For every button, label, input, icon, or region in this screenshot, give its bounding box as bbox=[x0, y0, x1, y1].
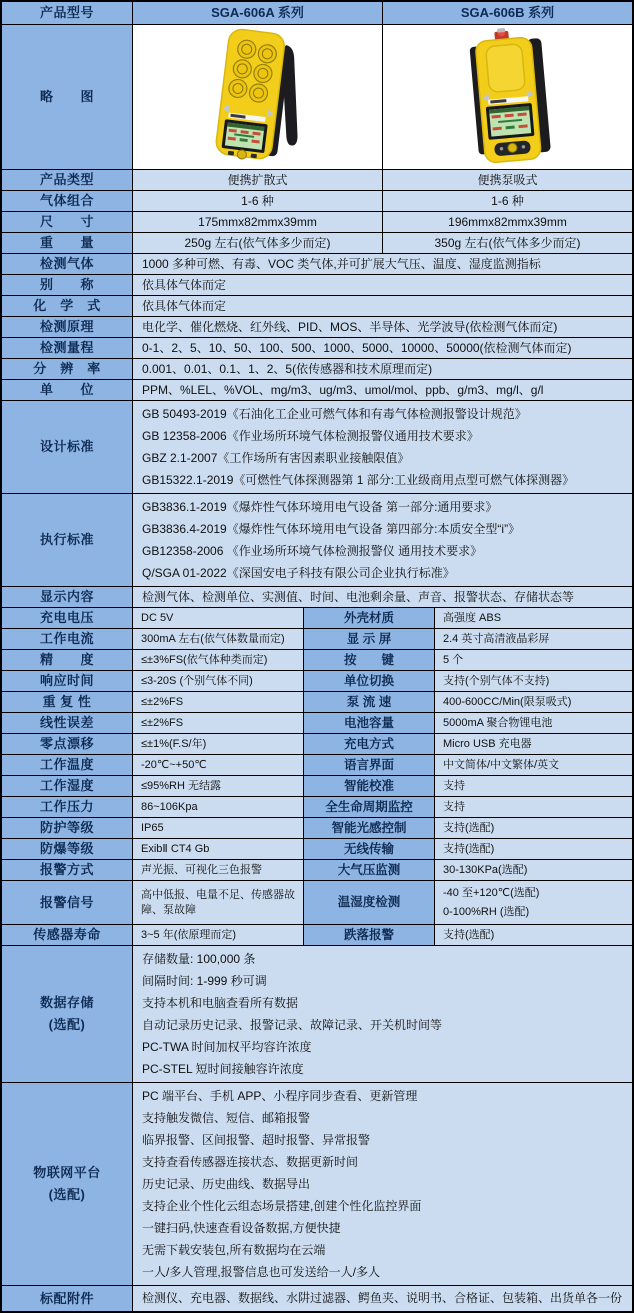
label-weight: 重 量 bbox=[2, 233, 133, 253]
row-protection-rating bbox=[2, 818, 632, 839]
iot-platform-line: 临界报警、区间报警、超时报警、异常报警 bbox=[142, 1133, 371, 1147]
label-response-time: 响应时间 bbox=[2, 671, 133, 691]
label-unit-switch: 单位切换 bbox=[304, 671, 435, 691]
value-temp-humidity-detection bbox=[435, 881, 632, 924]
label-language: 语言界面 bbox=[304, 755, 435, 775]
design-standard-line: GBZ 2.1-2007《工作场所有害因素职业接触限值》 bbox=[142, 451, 410, 465]
iot-platform-line: 支持企业个性化云组态场景搭建,创建个性化监控界面 bbox=[142, 1199, 422, 1213]
value-iot-platform bbox=[133, 1083, 632, 1285]
value-alias: 依具体气体而定 bbox=[142, 277, 227, 292]
value-data-storage bbox=[133, 946, 632, 1082]
row-product-type bbox=[2, 170, 632, 191]
iot-platform-line: 一人/多人管理,报警信息也可发送给一人/多人 bbox=[142, 1265, 381, 1279]
value-pressure-monitor: 30-130KPa(选配) bbox=[443, 863, 528, 876]
row-design-standard bbox=[2, 401, 632, 494]
row-dimensions bbox=[2, 212, 632, 233]
row-accuracy bbox=[2, 650, 632, 671]
row-weight bbox=[2, 233, 632, 254]
iot-platform-line: 历史记录、历史曲线、数据导出 bbox=[142, 1177, 311, 1191]
temp-humidity-line: -40 至+120℃(选配) bbox=[443, 886, 540, 899]
value-design-standard bbox=[133, 401, 632, 493]
row-data-storage bbox=[2, 946, 632, 1083]
value-display-screen: 2.4 英寸高清液晶彩屏 bbox=[443, 632, 550, 645]
label-pump-flow: 泵 流 速 bbox=[304, 692, 435, 712]
data-storage-label-line: (选配) bbox=[48, 1017, 86, 1032]
value-chemical-formula: 依具体气体而定 bbox=[142, 298, 227, 313]
label-temp-humidity-detection: 温湿度检测 bbox=[304, 881, 435, 924]
value-product-type-a: 便携扩散式 bbox=[133, 170, 383, 190]
value-sensor-life: 3~5 年(依原理而定) bbox=[133, 925, 304, 945]
value-drop-alarm: 支持(选配) bbox=[443, 928, 495, 941]
label-detection-range: 检测量程 bbox=[2, 338, 133, 358]
label-light-sense-control: 智能光感控制 bbox=[304, 818, 435, 838]
label-sensor-life: 传感器寿命 bbox=[2, 925, 133, 945]
label-shell-material: 外壳材质 bbox=[304, 608, 435, 628]
exec-standard-line: GB12358-2006 《作业场所环境气体检测报警仪 通用技术要求》 bbox=[142, 544, 483, 558]
value-unit: PPM、%LEL、%VOL、mg/m3、ug/m3、umol/mol、ppb、g/m3、mg/l、g/l bbox=[142, 382, 544, 397]
value-battery-capacity: 5000mA 聚合物锂电池 bbox=[443, 716, 553, 729]
design-standard-line: GB 12358-2006《作业场所环境气体检测报警仪通用技术要求》 bbox=[142, 429, 479, 443]
label-smart-calibration: 智能校准 bbox=[304, 776, 435, 796]
value-buttons: 5 个 bbox=[443, 653, 464, 666]
row-alarm-mode bbox=[2, 860, 632, 881]
data-storage-line: 自动记录历史记录、报警记录、故障记录、开关机时间等 bbox=[142, 1018, 443, 1032]
label-chemical-formula: 化 学 式 bbox=[2, 296, 133, 316]
row-charge-voltage bbox=[2, 608, 632, 629]
value-weight-b: 350g 左右(依气体多少而定) bbox=[434, 235, 581, 250]
value-detection-range: 0-1、2、5、10、50、100、500、1000、5000、10000、50000(依检测气体而定) bbox=[142, 340, 572, 355]
device-b-image bbox=[424, 28, 592, 166]
value-unit-switch: 支持(个别气体不支持) bbox=[443, 674, 550, 687]
header-model-label: 产品型号 bbox=[2, 2, 133, 24]
iot-platform-line: PC 端平台、手机 APP、小程序同步查看、更新管理 bbox=[142, 1089, 418, 1103]
device-a-image bbox=[174, 28, 342, 166]
label-gas-combination: 气体组合 bbox=[2, 191, 133, 211]
data-storage-line: PC-STEL 短时间接触容许浓度 bbox=[142, 1062, 304, 1076]
value-wireless-transmission: 支持(选配) bbox=[443, 842, 495, 855]
label-working-temperature: 工作温度 bbox=[2, 755, 133, 775]
value-light-sense-control: 支持(选配) bbox=[443, 821, 495, 834]
row-accessories bbox=[2, 1286, 632, 1311]
value-working-temperature: -20℃~+50℃ bbox=[133, 755, 304, 775]
label-buttons: 按 键 bbox=[304, 650, 435, 670]
value-accessories: 检测仪、充电器、数据线、水阱过滤器、鳄鱼夹、说明书、合格证、包装箱、出货单各一份 bbox=[142, 1291, 623, 1306]
label-lifecycle-monitoring: 全生命周期监控 bbox=[304, 797, 435, 817]
data-storage-line: 间隔时间: 1-999 秒可调 bbox=[142, 974, 267, 988]
row-iot-platform bbox=[2, 1083, 632, 1286]
label-dimensions: 尺 寸 bbox=[2, 212, 133, 232]
row-detection-principle bbox=[2, 317, 632, 338]
row-resolution bbox=[2, 359, 632, 380]
label-accessories: 标配附件 bbox=[2, 1286, 133, 1311]
temp-humidity-line: 0-100%RH (选配) bbox=[443, 905, 530, 918]
value-gas-combination-b: 1-6 种 bbox=[491, 193, 524, 208]
label-alarm-mode: 报警方式 bbox=[2, 860, 133, 880]
iot-platform-line: 支持查看传感器连接状态、数据更新时间 bbox=[142, 1155, 359, 1169]
header-series-b: SGA-606B 系列 bbox=[383, 2, 632, 24]
row-alarm-signal bbox=[2, 881, 632, 925]
label-data-storage bbox=[2, 946, 133, 1082]
label-display-screen: 显 示 屏 bbox=[304, 629, 435, 649]
value-protection-rating: IP65 bbox=[133, 818, 304, 838]
value-smart-calibration: 支持 bbox=[443, 779, 465, 792]
row-explosion-proof-rating bbox=[2, 839, 632, 860]
label-explosion-proof-rating: 防爆等级 bbox=[2, 839, 133, 859]
value-pump-flow: 400-600CC/Min(限泵吸式) bbox=[443, 695, 572, 708]
label-linearity-error: 线性误差 bbox=[2, 713, 133, 733]
iot-platform-line: 一键扫码,快速查看设备数据,方便快捷 bbox=[142, 1221, 341, 1235]
row-sensor-life bbox=[2, 925, 632, 946]
label-wireless-transmission: 无线传输 bbox=[304, 839, 435, 859]
value-resolution: 0.001、0.01、0.1、1、2、5(依传感器和技术原理而定) bbox=[142, 361, 433, 376]
row-gas-combination bbox=[2, 191, 632, 212]
value-accuracy: ≤±3%FS(依气体种类而定) bbox=[133, 650, 304, 670]
label-design-standard: 设计标准 bbox=[2, 401, 133, 493]
row-working-pressure bbox=[2, 797, 632, 818]
design-standard-line: GB 50493-2019《石油化工企业可燃气体和有毒气体检测报警设计规范》 bbox=[142, 407, 527, 421]
row-detection-range bbox=[2, 338, 632, 359]
row-detected-gas bbox=[2, 254, 632, 275]
value-alarm-mode: 声光振、可视化三色报警 bbox=[133, 860, 304, 880]
value-detected-gas: 1000 多种可燃、有毒、VOC 类气体,并可扩展大气压、温度、湿度监测指标 bbox=[142, 256, 541, 271]
value-shell-material: 高强度 ABS bbox=[443, 611, 502, 624]
iot-platform-line: 无需下载安装包,所有数据均在云端 bbox=[142, 1243, 326, 1257]
row-response-time bbox=[2, 671, 632, 692]
value-language: 中文简体/中文繁体/英文 bbox=[443, 758, 560, 771]
label-zero-drift: 零点漂移 bbox=[2, 734, 133, 754]
row-zero-drift bbox=[2, 734, 632, 755]
device-a-cell bbox=[133, 25, 383, 169]
label-alias: 别 称 bbox=[2, 275, 133, 295]
header-row bbox=[2, 2, 632, 25]
label-exec-standard: 执行标准 bbox=[2, 494, 133, 586]
label-alarm-signal: 报警信号 bbox=[2, 881, 133, 924]
label-charge-voltage: 充电电压 bbox=[2, 608, 133, 628]
value-dimensions-b: 196mmx82mmx39mm bbox=[448, 214, 567, 229]
row-working-temperature bbox=[2, 755, 632, 776]
value-weight-a: 250g 左右(依气体多少而定) bbox=[133, 233, 383, 253]
value-charging-method: Micro USB 充电器 bbox=[443, 737, 532, 750]
data-storage-label-line: 数据存储 bbox=[39, 995, 94, 1010]
data-storage-line: 支持本机和电脑查看所有数据 bbox=[142, 996, 299, 1010]
sketch-label: 略 图 bbox=[2, 25, 133, 169]
iot-platform-label-line: (选配) bbox=[48, 1187, 86, 1202]
value-gas-combination-a: 1-6 种 bbox=[133, 191, 383, 211]
value-zero-drift: ≤±1%(F.S/年) bbox=[133, 734, 304, 754]
label-detected-gas: 检测气体 bbox=[2, 254, 133, 274]
row-chemical-formula bbox=[2, 296, 632, 317]
value-dimensions-a: 175mmx82mmx39mm bbox=[133, 212, 383, 232]
value-detection-principle: 电化学、催化燃烧、红外线、PID、MOS、半导体、光学波导(依检测气体而定) bbox=[142, 319, 558, 334]
label-charging-method: 充电方式 bbox=[304, 734, 435, 754]
value-display-content: 检测气体、检测单位、实测值、时间、电池剩余量、声音、报警状态、存储状态等 bbox=[142, 589, 575, 604]
label-battery-capacity: 电池容量 bbox=[304, 713, 435, 733]
label-drop-alarm: 跌落报警 bbox=[304, 925, 435, 945]
device-b-cell bbox=[383, 25, 632, 169]
exec-standard-line: GB3836.1-2019《爆炸性气体环境用电气设备 第一部分:通用要求》 bbox=[142, 500, 498, 514]
iot-platform-line: 支持触发微信、短信、邮箱报警 bbox=[142, 1111, 311, 1125]
label-accuracy: 精 度 bbox=[2, 650, 133, 670]
row-exec-standard bbox=[2, 494, 632, 587]
row-alias bbox=[2, 275, 632, 296]
row-working-humidity bbox=[2, 776, 632, 797]
exec-standard-line: GB3836.4-2019《爆炸性气体环境用电气设备 第四部分:本质安全型“i”》 bbox=[142, 522, 521, 536]
label-resolution: 分 辨 率 bbox=[2, 359, 133, 379]
row-linearity-error bbox=[2, 713, 632, 734]
label-working-current: 工作电流 bbox=[2, 629, 133, 649]
label-protection-rating: 防护等级 bbox=[2, 818, 133, 838]
value-product-type-b: 便携泵吸式 bbox=[477, 172, 538, 187]
value-explosion-proof-rating: ExibⅡ CT4 Gb bbox=[133, 839, 304, 859]
label-repeatability: 重 复 性 bbox=[2, 692, 133, 712]
label-working-pressure: 工作压力 bbox=[2, 797, 133, 817]
sketch-row bbox=[2, 25, 632, 170]
value-lifecycle-monitoring: 支持 bbox=[443, 800, 465, 813]
label-product-type: 产品类型 bbox=[2, 170, 133, 190]
data-storage-line: PC-TWA 时间加权平均容许浓度 bbox=[142, 1040, 312, 1054]
label-display-content: 显示内容 bbox=[2, 587, 133, 607]
label-pressure-monitor: 大气压监测 bbox=[304, 860, 435, 880]
value-alarm-signal: 高中低报、电量不足、传感器故障、泵故障 bbox=[133, 881, 304, 924]
row-repeatability bbox=[2, 692, 632, 713]
row-working-current bbox=[2, 629, 632, 650]
exec-standard-line: Q/SGA 01-2022《深国安电子科技有限公司企业执行标准》 bbox=[142, 566, 455, 580]
value-response-time: ≤3-20S (个别气体不同) bbox=[133, 671, 304, 691]
data-storage-line: 存储数量: 100,000 条 bbox=[142, 952, 256, 966]
design-standard-line: GB15322.1-2019《可燃性气体探测器第 1 部分:工业级商用点型可燃气体探测器》 bbox=[142, 473, 575, 487]
value-repeatability: ≤±2%FS bbox=[133, 692, 304, 712]
value-working-humidity: ≤95%RH 无结露 bbox=[133, 776, 304, 796]
value-working-pressure: 86~106Kpa bbox=[133, 797, 304, 817]
label-detection-principle: 检测原理 bbox=[2, 317, 133, 337]
row-display-content bbox=[2, 587, 632, 608]
label-unit: 单 位 bbox=[2, 380, 133, 400]
header-series-a: SGA-606A 系列 bbox=[133, 2, 383, 24]
label-working-humidity: 工作湿度 bbox=[2, 776, 133, 796]
value-linearity-error: ≤±2%FS bbox=[133, 713, 304, 733]
label-iot-platform bbox=[2, 1083, 133, 1285]
value-working-current: 300mA 左右(依气体数量而定) bbox=[133, 629, 304, 649]
iot-platform-label-line: 物联网平台 bbox=[33, 1165, 101, 1180]
row-unit bbox=[2, 380, 632, 401]
value-charge-voltage: DC 5V bbox=[133, 608, 304, 628]
value-exec-standard bbox=[133, 494, 632, 586]
